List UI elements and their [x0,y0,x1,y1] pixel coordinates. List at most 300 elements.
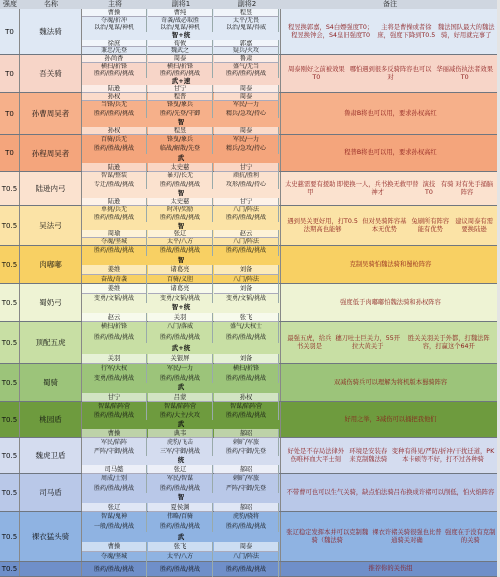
grade-cell: T0.5 [0,402,20,437]
note-cell [280,246,500,283]
lineup-name: 魏法骑 [20,9,82,54]
note-line: 演技T0 [422,180,436,196]
table-row [0,9,500,55]
note-cell [280,206,500,245]
skill-text: 八门/阵法 [214,238,279,246]
general-name: 周泰 [214,127,279,135]
general-name: 陆逊 [82,198,147,207]
table-row [0,93,500,135]
note-cell [280,402,500,437]
skills-line [82,238,280,246]
note-cell [280,474,500,511]
skill-text: 胜药/胜药/挑战 [148,70,213,78]
note-line: 主将是曹操或者徐庶，强度下降到T0.5 [377,23,436,39]
note-cell [280,364,500,401]
note-cell [280,562,500,576]
general-name: 诸葛亮 [148,265,213,275]
general-name: 孙权 [214,393,279,403]
note-cell [280,438,500,473]
skill-text: 智谋/陷阵营 [148,402,213,411]
skill-text: 胜药/胜战/挑战 [214,374,279,384]
note-line: 好处是不存局法律外伤唯杯血大平士刻 [287,447,345,463]
skill-text: 奇袭/战必取胜 [148,17,213,25]
table-row [0,172,500,206]
general-name: 徐庶 [82,40,147,48]
fate-label: 统 [177,456,185,464]
general-name: 周泰 [214,542,279,552]
skill-text: 胜药/胜战/挑战 [214,522,279,532]
note-line: 有骑 对有先手捅脑阵容 [440,180,494,196]
note-line: 克制吴骑 [349,260,375,268]
note-cell [280,135,500,171]
generals-cell [82,55,280,92]
skill-text: 胜药/守御/先登 [214,447,279,456]
general-name: 甘宁 [148,85,213,93]
note-cell [280,55,500,92]
note-line: 怕魏法骑和蜀枪阵容 [374,260,432,268]
skill-text: 当锋/兵无 [82,101,147,109]
skills-line [82,411,280,420]
skills-line [82,63,280,71]
note-line: 可以捅把我他们 [392,415,437,423]
generals-cell [82,172,280,205]
generals-cell [82,402,280,437]
note-line: 不带曹可也可以生气关骑，缺点怕法骑 [286,488,394,496]
skill-text: 横扫/折锋 [148,63,213,71]
skill-text: 胜药/胜战/挑战 [148,522,213,532]
skill-text: 太平/无畏 [214,17,279,25]
skill-text: 八门/阵法 [214,552,279,562]
note-line: 双减伤骑兵 [333,378,366,386]
skills-line [82,447,280,456]
grade-cell: T0.5 [0,246,20,283]
note-line: 即使换一人，兵书换无救甲替神才 [336,180,419,196]
skills-line [82,562,280,577]
general-names-line [82,9,280,17]
note-line: 可以理解为将机版本蜀骑阵容 [365,378,448,386]
grade-cell: T0.5 [0,512,20,561]
generals-cell [82,284,280,321]
skill-text: 行军/大权 [82,364,147,374]
grade-cell: T0 [0,93,20,134]
skill-text: 夺魂/折冲 [82,17,147,25]
skill-text: 变勇/文韬/挑战 [148,294,213,304]
general-names-line [82,40,280,48]
general-name: 关羽 [82,354,147,365]
skills-line [82,552,280,562]
general-names-line [82,313,280,323]
skill-text: 夺魂/坚城 [82,238,147,246]
lineup-name: 陆逊内弓 [20,172,82,205]
general-name: 程昱 [214,9,279,17]
skill-text: 八门/阵法 [214,275,279,285]
skill-text: 胜药/胜战/挑战 [148,562,213,577]
generals-cell [82,206,280,245]
general-name: 张辽 [148,230,213,238]
skill-text: 盛气/无当 [214,63,279,71]
skill-text: 胜药/胜战/挑战 [82,246,147,256]
table-row [0,55,500,93]
skill-text: 胜药/胜战/挑战 [148,214,213,222]
skill-text: 胜药/胜战/挑战 [82,214,147,222]
skill-text: 胜药/胜战/挑战 [82,484,147,494]
grade-cell: T0.5 [0,284,20,321]
note-line: 胜关关羽关于外都，打魏法阵容，打赢这个64开 [407,334,490,350]
skill-text: 夺魂/坚城 [82,552,147,562]
skill-text: 胜药/胜药/挑战 [82,110,147,118]
general-name: 陆逊 [82,85,147,93]
fate-label: 智+统 [171,303,191,311]
skill-text: 胜药/胜战/挑战 [82,144,147,153]
skill-text: 专迁/胜战/挑战 [82,181,147,190]
table-row [0,364,500,402]
note-line: 鲁肃B将也可以用，要求孙权高红 [344,109,437,117]
generals-cell [82,364,280,401]
lineup-name: 裸衣猛头骑 [20,512,82,561]
generals-cell [82,512,280,561]
skill-text: 临战/解散/先登 [148,144,213,153]
header-note: 备注 [383,0,397,8]
generals-cell [82,9,280,54]
skill-text: 胜药/先登/守御 [148,110,213,118]
skill-text: 胜药/胜战/挑战 [214,562,279,577]
skill-text: 顽抗/胜利 [214,172,279,181]
general-name: 郝昭 [214,429,279,438]
skill-text: 以治/鬼谋/得威 [214,24,279,32]
skill-text: 攻形/胜战/持心 [214,181,279,190]
note-line: 推荐你的关伤组 [368,565,413,572]
skill-text: 百骑/兵无 [82,135,147,144]
skill-text: 胜药/胜战/挑战 [148,333,213,344]
skill-text: 暴刃/长无 [148,172,213,181]
grade-cell: T0 [0,55,20,92]
skill-text: 盛气/大权士 [214,322,279,333]
note-cell [280,172,500,205]
general-names-line [82,542,280,552]
skills-line [82,144,280,153]
skills-line [82,17,280,25]
table-row [0,438,500,474]
general-name: 周泰 [214,93,279,101]
skill-text: 智谋/整装 [82,172,147,181]
note-line: 程昱换郭嘉，S4白嫖强度T0；程昱换钟会，S4皇旧强度T0 [288,23,374,39]
general-name: 曹操 [82,429,147,438]
note-line: 强度在于没有克制的关骑 [445,528,496,544]
general-name: 程昱 [148,127,213,135]
table-row [0,206,500,246]
note-line: 怕魏法骑和孙权阵容 [384,298,441,306]
note-line: 华丽减伤执法者效果T0 [436,65,493,81]
general-name: 甘宁 [214,198,279,207]
skill-text: 智谋/陷阵营 [82,402,147,411]
lineup-name: 孙曹周吴者 [20,93,82,134]
header-grade: 强度 [3,0,17,8]
table-row [0,562,500,577]
skill-text: 刺旷/军旅 [214,474,279,484]
general-name: 鲁肃 [214,55,279,63]
header-deputy1: 副将1 [171,0,191,8]
generals-cell [82,135,280,171]
skill-text: 变勇/文韬/挑战 [82,294,147,304]
general-name: 周泰 [214,85,279,93]
note-line: 张辽稳定发挥本并可以克制魏骑（魏法骑 [286,528,369,544]
general-name: 张飞 [148,542,213,552]
table-row [0,135,500,172]
general-names-line [82,429,280,438]
skill-text: 周成/士别 [82,474,147,484]
general-name: 吕蒙 [148,393,213,403]
general-name: 郝昭 [214,465,279,474]
skill-text: 兼忠/先登 [82,47,147,55]
skills-line [82,275,280,285]
skills-line [82,172,280,181]
skill-text: 智谋/陷阵营 [214,402,279,411]
lineup-name: 孙程周吴者 [20,135,82,171]
skills-line [82,101,280,109]
general-name: 司马懿 [82,465,147,474]
lineup-name: 蜀奶弓 [20,284,82,321]
lineup-name: 蜀骑 [20,364,82,401]
skill-text: 一般/胜战/挑战 [82,522,147,532]
skill-text: 时冲/奖励 [148,206,213,214]
general-name: 甘宁 [214,163,279,172]
skills-line [82,333,280,344]
skills-line [82,402,280,411]
note-line: 周泰刚好之前被效果T0 [288,65,345,81]
grade-cell: T0.5 [0,172,20,205]
generals-cell [82,322,280,363]
skills-line [82,294,280,304]
header-main: 主将 [108,0,122,8]
note-line: 裸衣许褚关骑很强也比普通骑关对确 [372,528,442,544]
fate-label: 武 [177,533,185,541]
skill-text: 胜药/胜战/挑战 [214,246,279,256]
grade-cell: T0.5 [0,206,20,245]
skill-text: 胜药/胜战/挑战 [82,562,147,577]
note-line: 环境是安装春来克制魏法骑 [349,447,388,463]
general-name: 姜维 [82,265,147,275]
header-name: 名称 [44,0,58,8]
skills-line [82,484,280,494]
general-name: 曹操 [82,542,147,552]
general-names-line [82,55,280,63]
skill-text: 胜药/胜药/挑战 [214,70,279,78]
note-line: 强度低于肉嘟嘟 [340,298,385,306]
general-name: 孙权 [82,127,147,135]
general-name: 荀攸 [148,40,213,48]
skills-line [82,322,280,333]
skill-text: 胜药/胜药/挑战 [82,70,147,78]
skill-text: 胜战/胜战/挑战 [148,246,213,256]
general-name: 程普 [148,93,213,101]
skill-text: 胜药/胜战/挑战 [148,181,213,190]
general-names-line [82,230,280,238]
skill-text: 太平/八方 [148,552,213,562]
general-name: 典韦 [148,429,213,438]
general-names-line [82,127,280,135]
general-name: 刘备 [214,265,279,275]
skill-text: 军民/一力 [148,364,213,374]
general-name: 关羽 [148,313,213,323]
grade-cell: T0.5 [0,562,20,576]
lineup-name: 吾关骑 [20,55,82,92]
general-name: 陆逊 [82,163,147,172]
skill-text: 单挑/兵无 [82,206,147,214]
general-name: 周瑜 [82,230,147,238]
table-row [0,322,500,364]
general-name: 赵云 [82,313,147,323]
skill-text: 严阵/守御/先登 [214,484,279,494]
header-deputy2: 副将2 [237,0,257,8]
grade-cell: T0 [0,9,20,54]
note-line: 魏法国队最大的魏法骑，好用就完事了 [437,23,495,39]
skill-text: 严阵/守御/挑战 [82,447,147,456]
fate-label: 武+统 [171,344,191,352]
skill-text: 胜药/胜战/挑战 [148,374,213,384]
general-names-line [82,265,280,275]
skill-text: 疑兵/火攻 [214,47,279,55]
grade-cell: T0.5 [0,322,20,363]
table-row [0,284,500,322]
skills-line [82,512,280,522]
note-line: 哪怕遇到很多反骑阵容也可以对 [349,65,432,81]
note-line: 程普B将也可以用，要求孙权高红 [344,149,437,156]
general-name: 甘宁 [82,393,147,403]
fate-label: 智 [177,222,185,230]
skill-text: 奋战/奇袭 [82,275,147,285]
generals-cell [82,438,280,473]
fate-label: 智+统 [171,31,191,39]
generals-cell [82,246,280,283]
lineup-name: 顶配五虎 [20,322,82,363]
skill-text: 胜药/胜战/挑战 [82,333,147,344]
fate-label: 智 [177,118,185,127]
fate-label: 武 [177,153,185,162]
table-row [0,246,500,284]
note-line: 遇到吴关更好用，打T0.5法期高也能够 [287,217,358,233]
skill-text: 军民/智谋 [148,474,213,484]
fate-label: 武+速 [171,76,191,85]
general-name: 郭嘉 [214,40,279,48]
general-names-line [82,198,280,207]
note-line: 兔刷所有阵容能有优势 [411,217,450,233]
skill-text: 以治/鬼谋/神机 [82,24,147,32]
fate-label: 武 [177,383,185,391]
skill-text: 军民/陷阵 [82,438,147,447]
general-name: 郝昭 [214,503,279,513]
skill-text: 胜药/胜战/挑战 [214,411,279,420]
fate-label: 武 [177,420,185,428]
skills-line [82,110,280,118]
skill-text: 胜药/胜战/挑战 [214,214,279,222]
general-names-line [82,85,280,93]
skill-text: 精兵/急攻/持心 [214,110,279,118]
general-names-line [82,93,280,101]
skill-text: 刺旷/军旅 [214,438,279,447]
skill-text: 胜药/胜战/挑战 [82,411,147,420]
note-cell [280,9,500,54]
skills-line [82,522,280,532]
general-name: 赵云 [214,230,279,238]
general-name: 张飞 [214,313,279,323]
general-name: 关银屏 [148,354,213,365]
general-name: 刘备 [214,284,279,294]
skills-line [82,47,280,55]
skills-line [82,374,280,384]
note-line: 变种有得见/严防/折冲/干扰迁道，PK本卡硕等不好，打不过各种骑 [391,447,495,463]
general-names-line [82,284,280,294]
general-names-line [82,393,280,403]
skill-text: 横扫/折锋 [82,322,147,333]
lineup-name: 司马盾 [20,474,82,511]
lineup-name: 吴法弓 [20,206,82,245]
general-name: 周泰 [148,55,213,63]
fate-label: 智 [177,189,185,197]
note-line: 太史慈需要有援助甲 [285,180,336,196]
general-name: 夏侯渊 [148,503,213,513]
note-line: 好用之举，3减伤 [344,415,393,423]
skill-text: 百骑/义胆 [148,275,213,285]
general-name: 张辽 [82,503,147,513]
lineup-name: 肉嘟嘟 [20,246,82,283]
lineup-name: 魏虎卫盾 [20,438,82,473]
note-cell [280,284,500,321]
skill-text: 锋曳/象兵 [148,135,213,144]
skill-text: 横扫/折锋 [214,364,279,374]
generals-cell [82,474,280,511]
skills-line [82,206,280,214]
skill-text: 三军/守御/挑战 [148,447,213,456]
skills-line [82,438,280,447]
general-names-line [82,354,280,365]
skill-text: 锋曳/象兵 [148,101,213,109]
skills-line [82,181,280,190]
skill-text: 虎豹/骁将 [214,512,279,522]
skill-text: 八门/落威 [148,322,213,333]
note-cell [280,93,500,134]
general-name: 太史慈 [148,163,213,172]
skills-line [82,474,280,484]
general-names-line [82,163,280,172]
grade-cell: T0 [0,135,20,171]
general-name: 曹纯 [148,9,213,17]
table-row [0,474,500,512]
table-row [0,402,500,438]
lineup-name: 桃园盾 [20,402,82,437]
lineup-name [20,562,82,576]
fate-label: 智 [177,493,185,501]
note-line: 建议周泰有需要换陆逊 [455,217,493,233]
grade-cell: T0.5 [0,438,20,473]
skill-text: 以治/鬼谋/神机 [148,24,213,32]
generals-cell [82,93,280,134]
general-name: 诸葛亮 [148,284,213,294]
skill-text: 智谋/鬼神 [82,512,147,522]
grade-cell: T0.5 [0,474,20,511]
skills-line [82,135,280,144]
skill-text: 胜药/胜战/挑战 [148,484,213,494]
general-name: 刘备 [214,354,279,365]
skills-line [82,246,280,256]
note-line: 但对吴骑阵容基本无优势 [362,217,407,233]
general-names-line [82,503,280,513]
general-name: 张辽 [148,465,213,474]
note-line: 吕布换成许褚可以削低，怕火焰阵容 [393,488,495,496]
skill-text: 变勇/胜战/挑战 [82,374,147,384]
general-name: 孙权 [82,93,147,101]
fate-label: 智 [177,255,185,264]
skill-text: 伟略/百骑 [148,512,213,522]
